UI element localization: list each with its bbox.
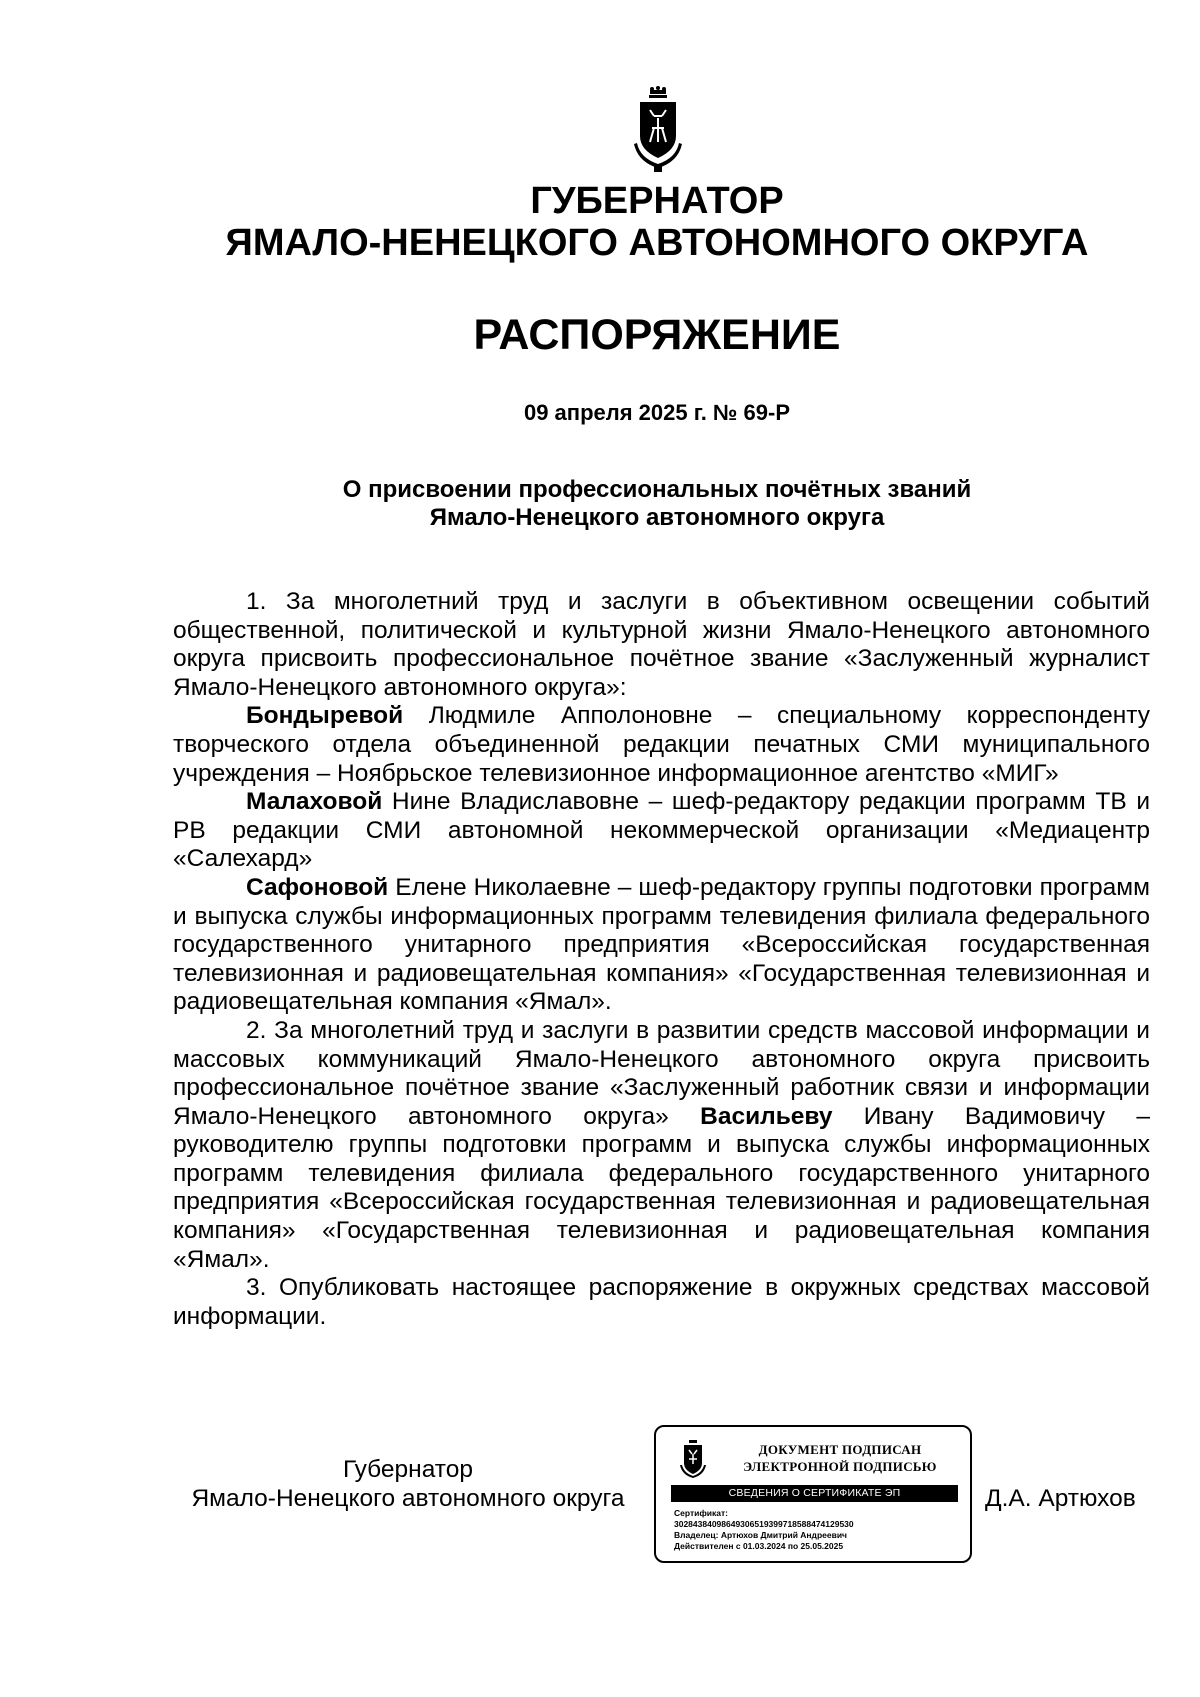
- signatory-title-line2: Ямало-Ненецкого автономного округа: [191, 1485, 625, 1512]
- certificate-validity: Действителен с 01.03.2024 по 25.05.2025: [674, 1541, 844, 1551]
- paragraph-4: [173, 874, 1150, 1017]
- certificate-number: 30284384098649306519399718588474129530: [674, 1519, 854, 1529]
- subject-line2: Ямало-Ненецкого автономного округа: [429, 504, 885, 531]
- awardee-details: Нине Владиславовне – шеф-редактору редакции программ ТВ и РВ редакции СМИ автономной некоммерческой организации «Медиацентр «Салехард»: [173, 788, 1150, 873]
- awardee-name: Бондыревой: [246, 702, 404, 730]
- certificate-label: Сертификат:: [674, 1508, 728, 1518]
- awardee-name: Васильеву: [700, 1102, 833, 1130]
- awardee-details: Елене Николаевне – шеф-редактору группы подготовки программ и выпуска службы информационных программ телевидения филиала федерального государственного унитарного предприятия «Всероссийская государственная телевизионная и радиовещательная компания» «Государственная телевизионная и радиовещательная компания «Ямал».: [173, 873, 1150, 1016]
- document-date-number: 09 апреля 2025 г. № 69-Р: [523, 400, 791, 425]
- document-type: РАСПОРЯЖЕНИЕ: [473, 311, 841, 359]
- signatory-title-line1: Губернатор: [343, 1456, 473, 1483]
- paragraph-2: [173, 702, 1150, 788]
- stamp-title-line1: ДОКУМЕНТ ПОДПИСАН: [758, 1442, 922, 1457]
- paragraph-6: 3. Опубликовать настоящее распоряжение в окружных средствах массовой информации.: [173, 1274, 1150, 1330]
- awardee-details: Ивану Вадимовичу – руководителю группы подготовки программ и выпуска службы информационных программ телевидения филиала федерального государственного унитарного предприятия «Всероссийская государственная телевизионная и радиовещательная компания» «Государственная телевизионная и радиовещательная компания «Ямал».: [173, 1102, 1150, 1273]
- document-body: [173, 588, 1150, 1331]
- paragraph-5-intro: 2. За многолетний труд и заслуги в развитии средств массовой информации и массовых коммуникаций Ямало-Ненецкого автономного округа присвоить профессиональное почётное звание «Заслуженный работник связи и информации Ямало-Ненецкого автономного округа»: [173, 1016, 1150, 1130]
- org-title-line2: ЯМАЛО-НЕНЕЦКОГО АВТОНОМНОГО ОКРУГА: [225, 222, 1089, 264]
- org-title-line1: ГУБЕРНАТОР: [530, 180, 784, 222]
- stamp-title: [724, 1441, 956, 1475]
- paragraph-5: [173, 1017, 1150, 1274]
- paragraph-1: 1. За многолетний труд и заслуги в объективном освещении событий общественной, политической и культурной жизни Ямало-Ненецкого автономного округа присвоить профессиональное почётное звание «Заслуженный журналист Ямало-Ненецкого автономного округа»:: [173, 588, 1150, 701]
- awardee-name: Сафоновой: [246, 873, 389, 901]
- subject-line1: О присвоении профессиональных почётных званий: [342, 476, 972, 503]
- awardee-name: Малаховой: [246, 788, 383, 816]
- coat-of-arms-icon: [678, 1439, 708, 1479]
- electronic-signature-stamp: [654, 1425, 972, 1563]
- stamp-title-line2: ЭЛЕКТРОННОЙ ПОДПИСЬЮ: [743, 1459, 937, 1474]
- signatory-name: Д.А. Артюхов: [985, 1485, 1136, 1512]
- certificate-info-bar: СВЕДЕНИЯ О СЕРТИФИКАТЕ ЭП: [671, 1485, 958, 1502]
- coat-of-arms-icon: [632, 86, 684, 174]
- certificate-owner: Владелец: Артюхов Дмитрий Андреевич: [674, 1530, 847, 1540]
- awardee-details: Людмиле Апполоновне – специальному корреспонденту творческого отдела объединенной редакции печатных СМИ муниципального учреждения – Ноябрьское телевизионное информационное агентство «МИГ»: [173, 702, 1150, 787]
- paragraph-3: [173, 788, 1150, 874]
